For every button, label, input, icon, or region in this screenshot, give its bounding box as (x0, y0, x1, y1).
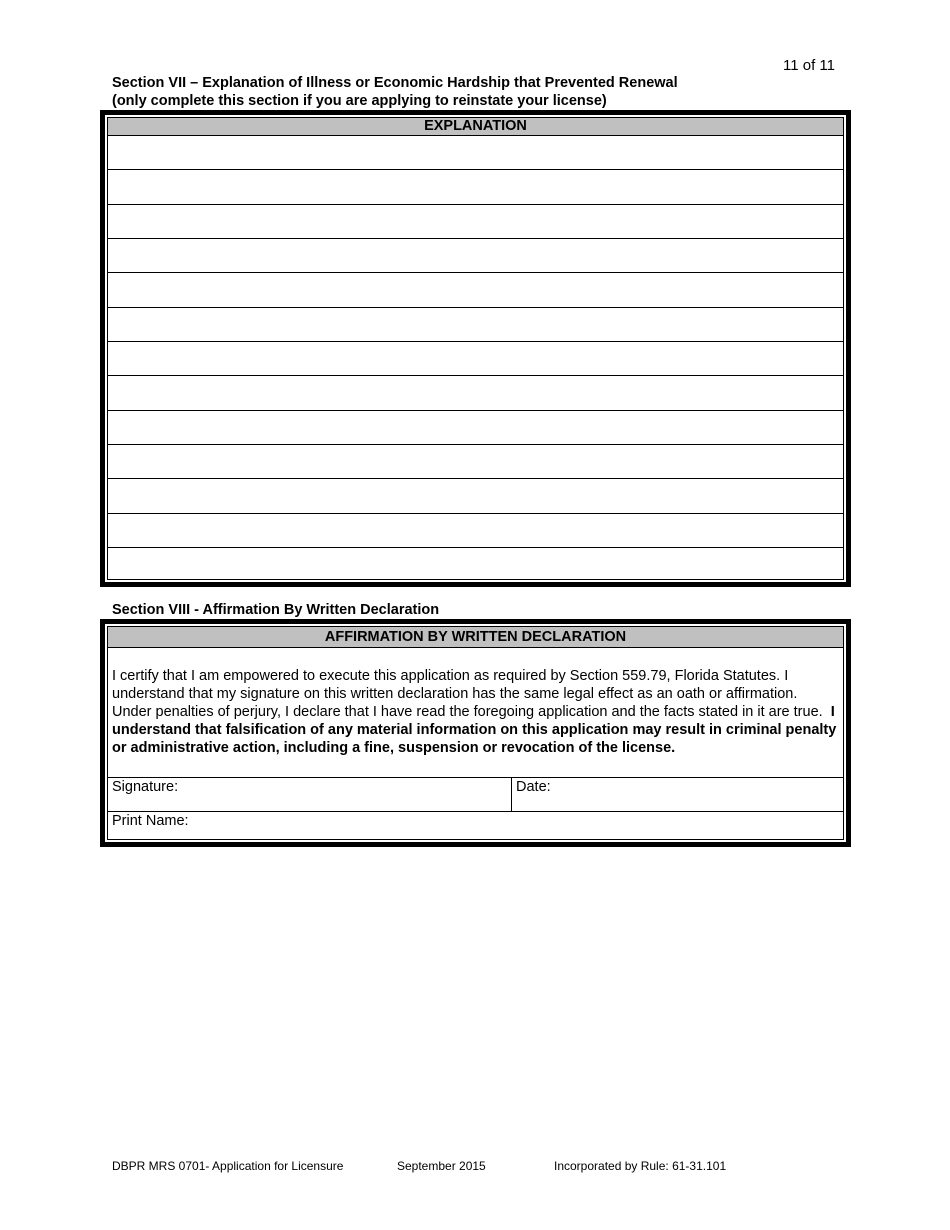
footer-form-id: DBPR MRS 0701- Application for Licensure (112, 1159, 344, 1173)
page-number: 11 of 11 (783, 57, 835, 74)
date-field[interactable]: Date: (516, 779, 551, 795)
section-7-title (112, 74, 678, 110)
explanation-line[interactable] (108, 205, 843, 239)
explanation-lines (108, 136, 843, 582)
declaration-plain: I certify that I am empowered to execute this application as required by Section 559.79, Florida Statutes. I understand that my signature on this written declaration has the same legal effect as an oath or affirmation. Under penalties of perjury, I declare that I have read the foregoing application and the facts stated in it are true. (112, 668, 823, 720)
signature-row (108, 778, 843, 812)
affirmation-header: AFFIRMATION BY WRITTEN DECLARATION (108, 627, 843, 648)
explanation-line[interactable] (108, 514, 843, 548)
explanation-line[interactable] (108, 308, 843, 342)
section-8-title: Section VIII - Affirmation By Written Declaration (112, 602, 440, 618)
explanation-line[interactable] (108, 479, 843, 513)
declaration-text (108, 648, 843, 778)
declaration-warning: I understand that falsification of any material information on this application may result in criminal penalty or administrative action, including a fine, suspension or revocation of the license. (112, 704, 837, 756)
footer-rule: Incorporated by Rule: 61-31.101 (554, 1159, 727, 1173)
section-7-title-line1: Section VII – Explanation of Illness or Economic Hardship that Prevented Renewal (112, 75, 678, 91)
print-name-field[interactable]: Print Name: (112, 813, 189, 829)
explanation-line[interactable] (108, 376, 843, 410)
signature-field[interactable]: Signature: (108, 778, 512, 811)
explanation-line[interactable] (108, 548, 843, 582)
section-7-title-line2: (only complete this section if you are applying to reinstate your license) (112, 93, 607, 109)
explanation-line[interactable] (108, 411, 843, 445)
explanation-line[interactable] (108, 273, 843, 307)
explanation-line[interactable] (108, 342, 843, 376)
explanation-line[interactable] (108, 170, 843, 204)
affirmation-table (100, 619, 851, 847)
footer-date: September 2015 (397, 1159, 486, 1173)
explanation-line[interactable] (108, 445, 843, 479)
explanation-header: EXPLANATION (108, 118, 843, 136)
explanation-line[interactable] (108, 239, 843, 273)
explanation-table (100, 110, 851, 587)
explanation-line[interactable] (108, 136, 843, 170)
